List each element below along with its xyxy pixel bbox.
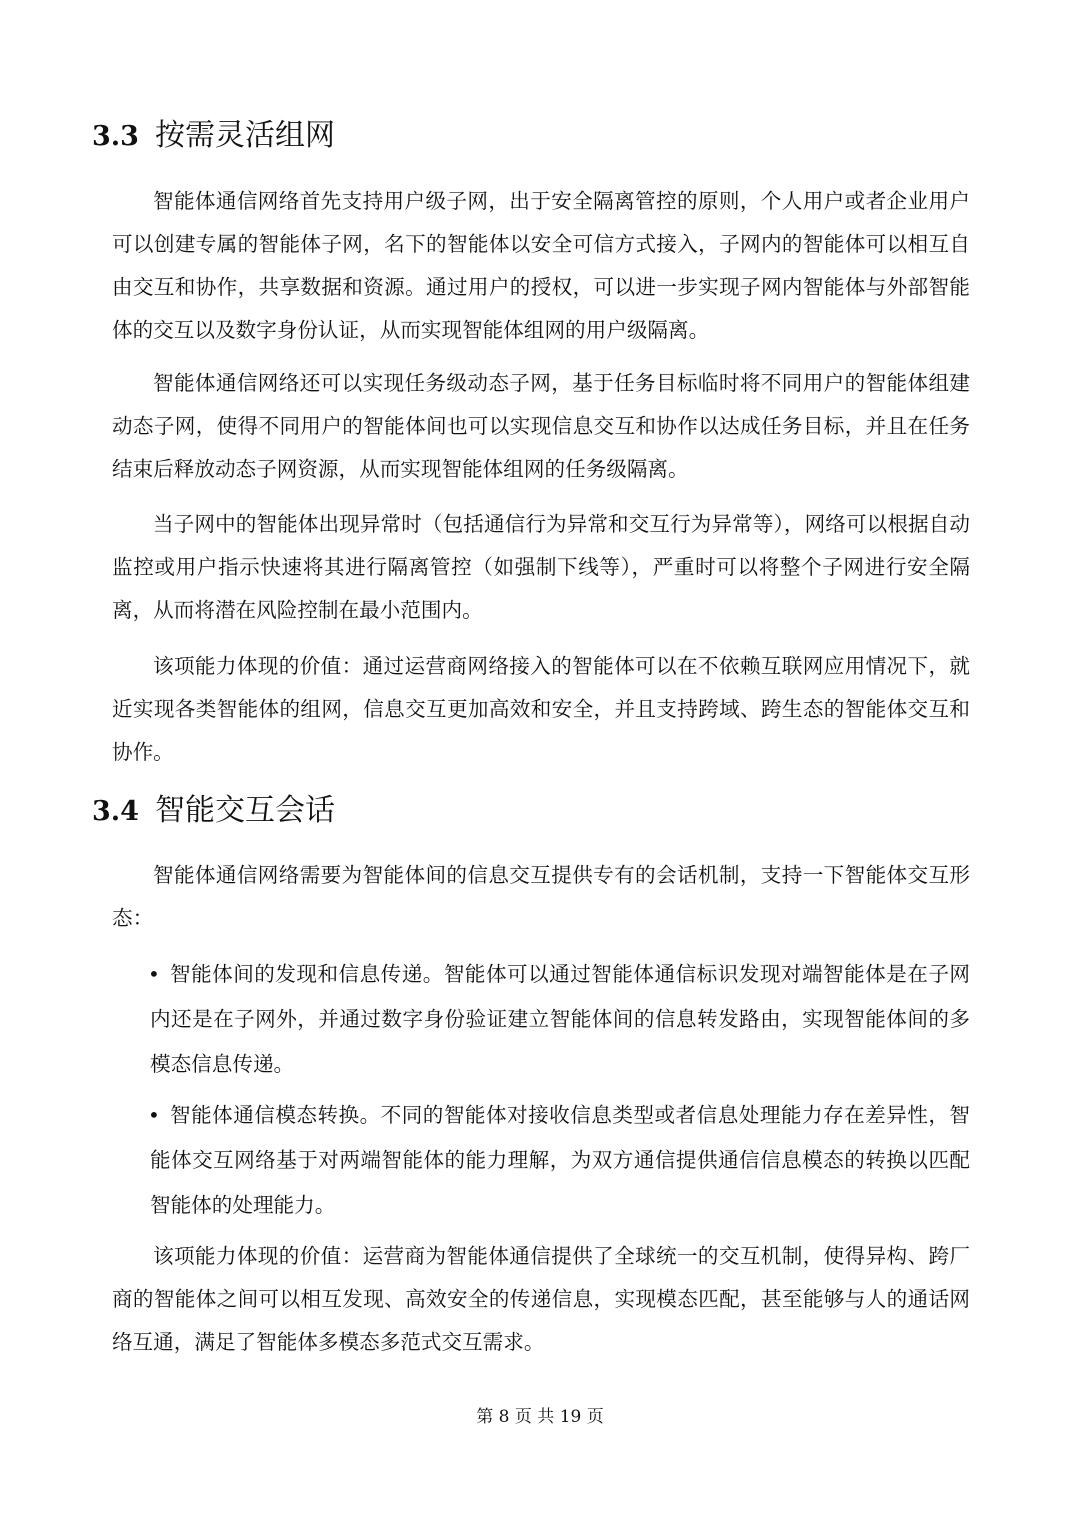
paragraph-value-33: 该项能力体现的价值：通过运营商网络接入的智能体可以在不依赖互联网应用情况下，就近实现各类智能体的组网，信息交互更加高效和安全，并且支持跨域、跨生态的智能体交互和协作。 <box>112 654 970 764</box>
paragraph-value-34: 该项能力体现的价值：运营商为智能体通信提供了全球统一的交互机制，使得异构、跨厂商的智能体之间可以相互发现、高效安全的传递信息，实现模态匹配，甚至能够与人的通话网络互通，满足了智能体多模态多范式交互需求。 <box>112 1244 970 1354</box>
section-3-3-heading <box>92 116 335 157</box>
paragraph-anomaly-isolation: 当子网中的智能体出现异常时（包括通信行为异常和交互行为异常等），网络可以根据自动监控或用户指示快速将其进行隔离管控（如强制下线等），严重时可以将整个子网进行安全隔离，从而将潜在风险控制在最小范围内。 <box>112 512 970 622</box>
page-number-footer: 第 8 页 共 19 页 <box>476 1407 604 1427</box>
paragraph-session-intro: 智能体通信网络需要为智能体间的信息交互提供专有的会话机制，支持一下智能体交互形态： <box>112 863 970 930</box>
paragraph-task-subnet: 智能体通信网络还可以实现任务级动态子网，基于任务目标临时将不同用户的智能体组建动态子网，使得不同用户的智能体间也可以实现信息交互和协作以达成任务目标，并且在任务结束后释放动态子网资源，从而实现智能体组网的任务级隔离。 <box>112 371 970 481</box>
section-title: 按需灵活组网 <box>154 118 335 153</box>
bullet-icon: • <box>148 1103 160 1127</box>
section-number: 3.4 <box>92 796 139 827</box>
section-number: 3.3 <box>92 121 139 152</box>
bullet-item-modality <box>150 1093 970 1228</box>
bullet-icon: • <box>148 962 160 986</box>
paragraph-user-subnet: 智能体通信网络首先支持用户级子网，出于安全隔离管控的原则，个人用户或者企业用户可以创建专属的智能体子网，名下的智能体以安全可信方式接入，子网内的智能体可以相互自由交互和协作，共享数据和资源。通过用户的授权，可以进一步实现子网内智能体与外部智能体的交互以及数字身份认证，从而实现智能体组网的用户级隔离。 <box>112 189 970 342</box>
section-3-4-heading <box>92 791 335 832</box>
bullet-text: 智能体间的发现和信息传递。智能体可以通过智能体通信标识发现对端智能体是在子网内还是在子网外，并通过数字身份验证建立智能体间的信息转发路由，实现智能体间的多模态信息传递。 <box>150 962 970 1076</box>
bullet-text: 智能体通信模态转换。不同的智能体对接收信息类型或者信息处理能力存在差异性，智能体交互网络基于对两端智能体的能力理解，为双方通信提供通信信息模态的转换以匹配智能体的处理能力。 <box>150 1103 970 1217</box>
bullet-item-discovery <box>150 952 970 1087</box>
section-title: 智能交互会话 <box>154 793 335 828</box>
